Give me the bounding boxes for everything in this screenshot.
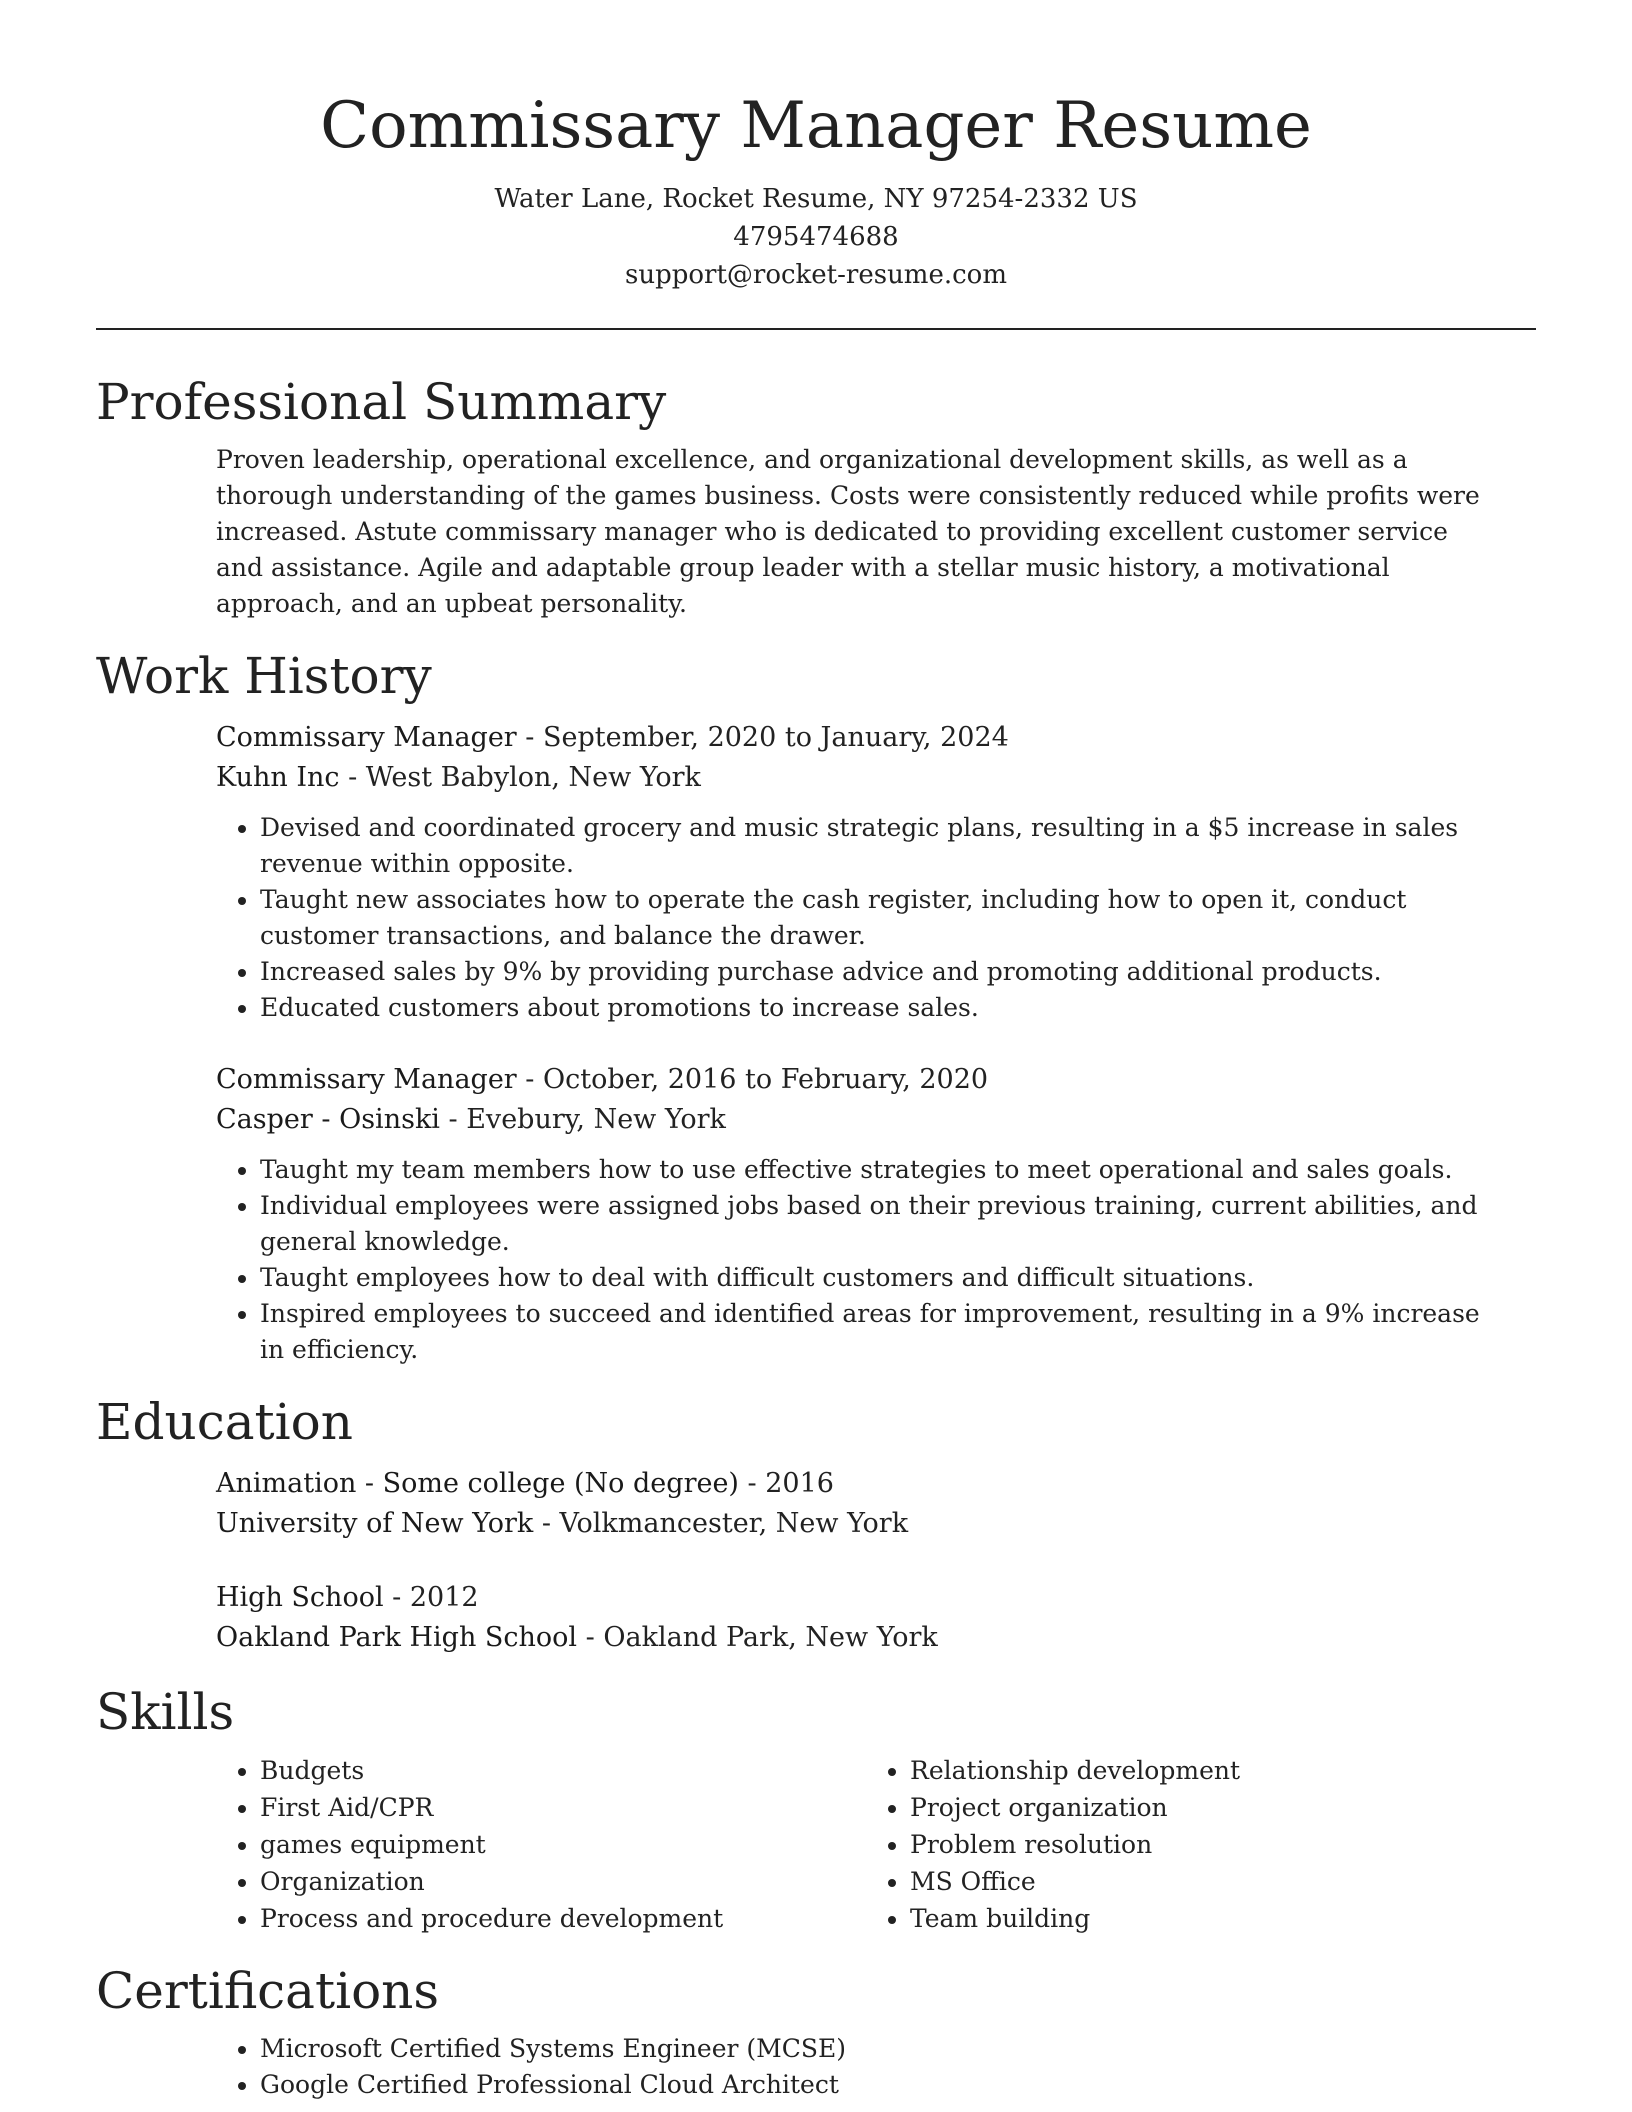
education-degree: Animation - Some college (No degree) — [216, 1468, 739, 1499]
job-company-line — [216, 758, 1496, 798]
section-work-history — [96, 644, 1536, 1368]
contact-email: support@rocket-resume.com — [624, 260, 1007, 290]
section-skills — [96, 1680, 1536, 1937]
job-dates: - September, 2020 to January, 2024 — [516, 722, 1009, 753]
job-location: - Evebury, New York — [439, 1104, 726, 1135]
skill-item: • Organization — [260, 1863, 866, 1900]
job-company: Casper - Osinski — [216, 1104, 440, 1135]
job-title: Commissary Manager — [216, 722, 517, 753]
education-year: - 2012 — [383, 1582, 479, 1613]
contact-phone: 4795474688 — [733, 222, 899, 252]
section-heading-education: Education — [96, 1393, 353, 1451]
summary-text: Proven leadership, operational excellence, and organizational development skills, as well as a thorough understanding of the games business. Costs were consistently reduced while profits were increased. Astute commissary manager who is dedicated to providing excellent customer service and assistance. Agile and adaptable group leader with a stellar music history, a motivational approach, and an upbeat personality. — [216, 445, 1480, 618]
education-entry — [216, 1464, 1496, 1544]
skills-list-left — [216, 1752, 866, 1937]
certifications-body — [96, 2031, 1536, 2103]
education-location: - Oakland Park, New York — [577, 1622, 938, 1653]
skills-list-right — [866, 1752, 1466, 1937]
skill-item: • Budgets — [260, 1752, 866, 1789]
education-school: Oakland Park High School — [216, 1622, 578, 1653]
job-bullets — [216, 1152, 1496, 1368]
section-certifications — [96, 1959, 1536, 2103]
resume-title: Commissary Manager Resume — [320, 89, 1312, 163]
resume-header — [96, 0, 1536, 294]
job-bullet: • Devised and coordinated grocery and music strategic plans, resulting in a $5 increase in sales revenue within opposite. — [260, 810, 1496, 882]
skills-columns — [216, 1752, 1496, 1937]
job-title-line — [216, 718, 1496, 758]
section-heading-certifications: Certifications — [96, 1962, 440, 2020]
job-location: - West Babylon, New York — [339, 762, 701, 793]
skill-item: • MS Office — [910, 1863, 1466, 1900]
certification-item: • Microsoft Certified Systems Engineer (MCSE) — [260, 2031, 1496, 2067]
certification-item: • Google Certified Professional Cloud Architect — [260, 2067, 1496, 2103]
job-bullet: • Increased sales by 9% by providing purchase advice and promoting additional products. — [260, 954, 1496, 990]
section-heading-summary: Professional Summary — [96, 373, 667, 431]
education-school: University of New York — [216, 1508, 534, 1539]
job-bullets — [216, 810, 1496, 1026]
job-company: Kuhn Inc — [216, 762, 340, 793]
education-degree: High School — [216, 1582, 384, 1613]
job-dates: - October, 2016 to February, 2020 — [516, 1064, 989, 1095]
skill-item: • First Aid/CPR — [260, 1789, 866, 1826]
contact-address: Water Lane, Rocket Resume, NY 97254-2332 US — [494, 184, 1138, 214]
education-school-line — [216, 1504, 1496, 1544]
skills-body — [96, 1752, 1536, 1937]
education-degree-line — [216, 1464, 1496, 1504]
skill-item: • Relationship development — [910, 1752, 1466, 1789]
education-school-line — [216, 1618, 1496, 1658]
education-entry — [216, 1578, 1496, 1658]
section-education — [96, 1390, 1536, 1658]
work-body — [96, 718, 1536, 1368]
education-year: - 2016 — [738, 1468, 834, 1499]
job-title: Commissary Manager — [216, 1064, 517, 1095]
job-bullet: • Inspired employees to succeed and identified areas for improvement, resulting in a 9% increase in efficiency. — [260, 1296, 1496, 1368]
skill-item: • Team building — [910, 1900, 1466, 1937]
skill-item: • Problem resolution — [910, 1826, 1466, 1863]
certifications-list — [216, 2031, 1496, 2103]
section-professional-summary — [96, 370, 1536, 622]
summary-body — [96, 442, 1536, 622]
skill-item: • games equipment — [260, 1826, 866, 1863]
skill-item: • Process and procedure development — [260, 1900, 866, 1937]
job-entry — [216, 718, 1496, 1026]
skill-item: • Project organization — [910, 1789, 1466, 1826]
education-location: - Volkmancester, New York — [533, 1508, 909, 1539]
job-bullet: • Taught employees how to deal with difficult customers and difficult situations. — [260, 1260, 1496, 1296]
section-heading-skills: Skills — [96, 1683, 235, 1741]
job-bullet: • Educated customers about promotions to increase sales. — [260, 990, 1496, 1026]
section-heading-work: Work History — [96, 647, 432, 705]
contact-info — [96, 180, 1536, 294]
education-body — [96, 1464, 1536, 1658]
job-entry — [216, 1060, 1496, 1368]
job-company-line — [216, 1100, 1496, 1140]
job-bullet: • Taught my team members how to use effective strategies to meet operational and sales goals. — [260, 1152, 1496, 1188]
job-bullet: • Taught new associates how to operate the cash register, including how to open it, conduct customer transactions, and balance the drawer. — [260, 882, 1496, 954]
job-bullet: • Individual employees were assigned jobs based on their previous training, current abilities, and general knowledge. — [260, 1188, 1496, 1260]
job-title-line — [216, 1060, 1496, 1100]
header-divider — [96, 328, 1536, 330]
education-degree-line — [216, 1578, 1496, 1618]
